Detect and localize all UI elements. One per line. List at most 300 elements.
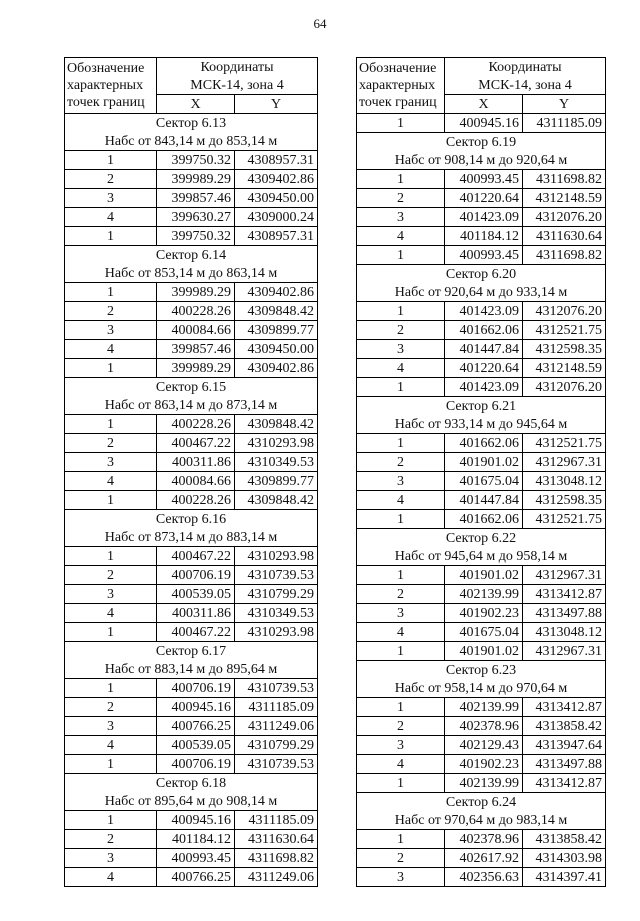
y-value: 4308957.31 <box>235 151 318 170</box>
y-value: 4311249.06 <box>235 717 318 736</box>
table-row <box>357 114 606 133</box>
x-value: 400706.19 <box>157 679 235 698</box>
table-row <box>65 227 318 246</box>
x-value: 400311.86 <box>157 604 235 623</box>
y-value: 4313497.88 <box>523 755 606 774</box>
table-body <box>357 58 606 887</box>
x-column-header: X <box>445 95 523 114</box>
point-id: 3 <box>357 208 445 227</box>
y-value: 4313412.87 <box>523 698 606 717</box>
sector-title-row <box>65 246 318 265</box>
sector-title-row <box>65 642 318 661</box>
y-value: 4309402.86 <box>235 170 318 189</box>
point-id: 1 <box>65 623 157 642</box>
y-value: 4310349.53 <box>235 453 318 472</box>
table-row <box>65 849 318 868</box>
y-value: 4310739.53 <box>235 566 318 585</box>
sector-title: Сектор 6.20 <box>357 265 606 284</box>
point-id: 3 <box>357 736 445 755</box>
y-value: 4311185.09 <box>235 698 318 717</box>
point-id: 2 <box>65 302 157 321</box>
sector-title-row <box>357 397 606 416</box>
table-row <box>65 547 318 566</box>
sector-title-row <box>65 378 318 397</box>
table-row <box>65 604 318 623</box>
x-value: 401184.12 <box>445 227 523 246</box>
sector-range: Набс от 933,14 м до 945,64 м <box>357 415 606 434</box>
point-id: 4 <box>65 208 157 227</box>
point-id: 2 <box>357 849 445 868</box>
x-value: 400311.86 <box>157 453 235 472</box>
x-value: 401902.23 <box>445 755 523 774</box>
coordinates-table-right <box>356 57 606 887</box>
point-id: 1 <box>357 566 445 585</box>
table-row <box>357 321 606 340</box>
sector-range: Набс от 920,64 м до 933,14 м <box>357 283 606 302</box>
x-value: 400766.25 <box>157 868 235 887</box>
sector-title: Сектор 6.17 <box>65 642 318 661</box>
point-id: 1 <box>65 151 157 170</box>
point-label-header-line: Обозначение <box>359 61 437 76</box>
x-value: 399630.27 <box>157 208 235 227</box>
y-value: 4312076.20 <box>523 378 606 397</box>
y-column-header: Y <box>235 95 318 114</box>
x-value: 401675.04 <box>445 623 523 642</box>
table-row <box>357 227 606 246</box>
point-id: 3 <box>65 585 157 604</box>
x-value: 402356.63 <box>445 868 523 887</box>
table-row <box>357 472 606 491</box>
point-label-header-line: точек границ <box>67 95 145 110</box>
point-id: 3 <box>65 717 157 736</box>
table-row <box>65 415 318 434</box>
x-value: 401447.84 <box>445 491 523 510</box>
sector-title-row <box>357 265 606 284</box>
table-row <box>357 170 606 189</box>
y-value: 4314397.41 <box>523 868 606 887</box>
table-row <box>65 208 318 227</box>
sector-range-row <box>65 396 318 415</box>
sector-range: Набс от 883,14 м до 895,64 м <box>65 660 318 679</box>
table-row <box>357 208 606 227</box>
sector-title-row <box>357 793 606 812</box>
table-row <box>357 717 606 736</box>
y-value: 4311185.09 <box>235 811 318 830</box>
point-id: 4 <box>357 623 445 642</box>
point-label-header <box>65 58 157 114</box>
sector-range-row <box>357 679 606 698</box>
table-row <box>357 585 606 604</box>
y-value: 4312148.59 <box>523 189 606 208</box>
x-value: 401662.06 <box>445 321 523 340</box>
x-value: 400706.19 <box>157 566 235 585</box>
table-row <box>65 302 318 321</box>
sector-range-row <box>65 132 318 151</box>
x-value: 399750.32 <box>157 227 235 246</box>
point-id: 1 <box>65 359 157 378</box>
y-value: 4309899.77 <box>235 321 318 340</box>
sector-title: Сектор 6.16 <box>65 510 318 529</box>
table-row <box>65 321 318 340</box>
point-id: 1 <box>357 114 445 133</box>
point-id: 1 <box>65 227 157 246</box>
x-value: 400467.22 <box>157 623 235 642</box>
x-value: 402378.96 <box>445 830 523 849</box>
y-value: 4311698.82 <box>523 246 606 265</box>
point-id: 2 <box>65 698 157 717</box>
y-value: 4312521.75 <box>523 434 606 453</box>
point-id: 1 <box>357 246 445 265</box>
table-row <box>65 283 318 302</box>
coordinates-table-left <box>64 57 318 887</box>
x-value: 401447.84 <box>445 340 523 359</box>
y-value: 4314303.98 <box>523 849 606 868</box>
table-row <box>65 585 318 604</box>
sector-range-row <box>65 528 318 547</box>
point-id: 1 <box>65 547 157 566</box>
sector-range: Набс от 863,14 м до 873,14 м <box>65 396 318 415</box>
coordinate-system-header: МСК-14, зона 4 <box>157 76 318 95</box>
table-row <box>357 246 606 265</box>
sector-title: Сектор 6.23 <box>357 661 606 680</box>
table-row <box>65 453 318 472</box>
point-id: 4 <box>357 755 445 774</box>
y-value: 4312967.31 <box>523 453 606 472</box>
y-value: 4308957.31 <box>235 227 318 246</box>
table-row <box>357 453 606 472</box>
sector-range: Набс от 895,64 м до 908,14 м <box>65 792 318 811</box>
point-id: 1 <box>357 170 445 189</box>
x-value: 400993.45 <box>157 849 235 868</box>
y-value: 4312521.75 <box>523 321 606 340</box>
x-value: 400945.16 <box>157 811 235 830</box>
x-value: 401220.64 <box>445 359 523 378</box>
y-value: 4311630.64 <box>235 830 318 849</box>
sector-title-row <box>65 774 318 793</box>
sector-title: Сектор 6.19 <box>357 133 606 152</box>
table-row <box>357 868 606 887</box>
y-value: 4313412.87 <box>523 774 606 793</box>
point-id: 1 <box>65 811 157 830</box>
point-id: 3 <box>65 453 157 472</box>
x-value: 400993.45 <box>445 170 523 189</box>
point-id: 2 <box>357 717 445 736</box>
x-column-header: X <box>157 95 235 114</box>
point-id: 4 <box>65 604 157 623</box>
sector-range: Набс от 843,14 м до 853,14 м <box>65 132 318 151</box>
x-value: 401423.09 <box>445 302 523 321</box>
table-row <box>65 340 318 359</box>
y-value: 4313497.88 <box>523 604 606 623</box>
y-value: 4312967.31 <box>523 566 606 585</box>
x-value: 402139.99 <box>445 774 523 793</box>
table-row <box>357 302 606 321</box>
table-row <box>357 830 606 849</box>
x-value: 401901.02 <box>445 453 523 472</box>
table-row <box>357 510 606 529</box>
y-value: 4310799.29 <box>235 736 318 755</box>
point-id: 1 <box>357 378 445 397</box>
y-value: 4310293.98 <box>235 623 318 642</box>
x-value: 401675.04 <box>445 472 523 491</box>
table-row <box>357 340 606 359</box>
point-id: 2 <box>357 189 445 208</box>
x-value: 401901.02 <box>445 642 523 661</box>
x-value: 400084.66 <box>157 472 235 491</box>
table-row <box>65 698 318 717</box>
x-value: 401901.02 <box>445 566 523 585</box>
point-id: 4 <box>357 491 445 510</box>
point-label-header-line: точек границ <box>359 95 437 110</box>
y-value: 4309450.00 <box>235 340 318 359</box>
sector-range: Набс от 908,14 м до 920,64 м <box>357 151 606 170</box>
point-id: 1 <box>357 642 445 661</box>
y-value: 4311630.64 <box>523 227 606 246</box>
table-row <box>357 774 606 793</box>
y-value: 4310799.29 <box>235 585 318 604</box>
table-row <box>357 378 606 397</box>
point-id: 1 <box>357 774 445 793</box>
sector-title-row <box>357 529 606 548</box>
point-id: 1 <box>357 434 445 453</box>
point-id: 4 <box>65 340 157 359</box>
point-id: 4 <box>65 472 157 491</box>
point-id: 3 <box>65 189 157 208</box>
x-value: 401184.12 <box>157 830 235 849</box>
sector-title-row <box>65 114 318 133</box>
x-value: 399750.32 <box>157 151 235 170</box>
y-value: 4313858.42 <box>523 830 606 849</box>
x-value: 402378.96 <box>445 717 523 736</box>
x-value: 400945.16 <box>445 114 523 133</box>
point-id: 1 <box>65 415 157 434</box>
x-value: 400084.66 <box>157 321 235 340</box>
x-value: 401902.23 <box>445 604 523 623</box>
sector-range: Набс от 853,14 м до 863,14 м <box>65 264 318 283</box>
sector-range-row <box>357 151 606 170</box>
y-value: 4312967.31 <box>523 642 606 661</box>
y-value: 4309000.24 <box>235 208 318 227</box>
x-value: 400467.22 <box>157 547 235 566</box>
x-value: 402617.92 <box>445 849 523 868</box>
sector-range-row <box>65 660 318 679</box>
table-row <box>65 189 318 208</box>
sector-range: Набс от 958,14 м до 970,64 м <box>357 679 606 698</box>
point-id: 3 <box>65 849 157 868</box>
point-label-header-line: характерных <box>359 78 436 93</box>
y-value: 4312521.75 <box>523 510 606 529</box>
table-row <box>357 604 606 623</box>
table-row <box>65 170 318 189</box>
point-id: 4 <box>65 868 157 887</box>
x-value: 399989.29 <box>157 170 235 189</box>
x-value: 400993.45 <box>445 246 523 265</box>
table-row <box>65 830 318 849</box>
y-value: 4313947.64 <box>523 736 606 755</box>
table-row <box>65 755 318 774</box>
x-value: 400539.05 <box>157 736 235 755</box>
y-value: 4313048.12 <box>523 623 606 642</box>
point-id: 2 <box>357 453 445 472</box>
table-row <box>65 868 318 887</box>
y-value: 4310739.53 <box>235 679 318 698</box>
sector-range-row <box>357 283 606 302</box>
x-value: 399989.29 <box>157 283 235 302</box>
point-id: 1 <box>357 698 445 717</box>
point-id: 1 <box>65 491 157 510</box>
sector-range-row <box>357 415 606 434</box>
y-value: 4312598.35 <box>523 491 606 510</box>
table-row <box>65 736 318 755</box>
sector-title: Сектор 6.22 <box>357 529 606 548</box>
x-value: 400539.05 <box>157 585 235 604</box>
y-value: 4309402.86 <box>235 359 318 378</box>
sector-title: Сектор 6.13 <box>65 114 318 133</box>
point-id: 1 <box>357 510 445 529</box>
table-row <box>65 434 318 453</box>
y-value: 4311185.09 <box>523 114 606 133</box>
y-value: 4309848.42 <box>235 415 318 434</box>
table-body <box>65 58 318 887</box>
x-value: 399857.46 <box>157 189 235 208</box>
table-row <box>357 698 606 717</box>
sector-range-row <box>357 811 606 830</box>
y-value: 4312598.35 <box>523 340 606 359</box>
sector-range: Набс от 970,64 м до 983,14 м <box>357 811 606 830</box>
y-value: 4313858.42 <box>523 717 606 736</box>
sector-range-row <box>357 547 606 566</box>
point-label-header-line: Обозначение <box>67 61 145 76</box>
x-value: 401423.09 <box>445 208 523 227</box>
point-id: 3 <box>357 472 445 491</box>
x-value: 401662.06 <box>445 510 523 529</box>
sector-title-row <box>357 133 606 152</box>
y-value: 4311698.82 <box>235 849 318 868</box>
sector-title-row <box>65 510 318 529</box>
table-row <box>357 755 606 774</box>
point-id: 1 <box>65 679 157 698</box>
sector-title: Сектор 6.14 <box>65 246 318 265</box>
table-row <box>357 359 606 378</box>
y-value: 4312148.59 <box>523 359 606 378</box>
sector-title: Сектор 6.18 <box>65 774 318 793</box>
table-row <box>357 434 606 453</box>
y-value: 4311249.06 <box>235 868 318 887</box>
point-id: 1 <box>357 302 445 321</box>
y-value: 4312076.20 <box>523 302 606 321</box>
point-label-header <box>357 58 445 114</box>
sector-range-row <box>65 792 318 811</box>
x-value: 400228.26 <box>157 415 235 434</box>
sector-title: Сектор 6.15 <box>65 378 318 397</box>
y-value: 4311698.82 <box>523 170 606 189</box>
point-id: 1 <box>357 830 445 849</box>
point-id: 2 <box>65 170 157 189</box>
x-value: 399989.29 <box>157 359 235 378</box>
coordinates-header: Координаты <box>157 58 318 77</box>
table-row <box>357 736 606 755</box>
x-value: 400467.22 <box>157 434 235 453</box>
point-id: 3 <box>357 340 445 359</box>
table-row <box>357 566 606 585</box>
y-value: 4309848.42 <box>235 302 318 321</box>
table-row <box>65 472 318 491</box>
header-row <box>357 58 606 77</box>
table-row <box>65 566 318 585</box>
point-id: 2 <box>65 830 157 849</box>
sector-title: Сектор 6.24 <box>357 793 606 812</box>
table-row <box>357 623 606 642</box>
sector-range: Набс от 873,14 м до 883,14 м <box>65 528 318 547</box>
y-value: 4309899.77 <box>235 472 318 491</box>
sector-range: Набс от 945,64 м до 958,14 м <box>357 547 606 566</box>
point-id: 4 <box>65 736 157 755</box>
header-row <box>65 58 318 77</box>
y-value: 4310739.53 <box>235 755 318 774</box>
table-row <box>357 849 606 868</box>
point-id: 2 <box>65 434 157 453</box>
point-id: 1 <box>65 283 157 302</box>
y-value: 4312076.20 <box>523 208 606 227</box>
y-value: 4313412.87 <box>523 585 606 604</box>
y-value: 4313048.12 <box>523 472 606 491</box>
x-value: 400945.16 <box>157 698 235 717</box>
y-value: 4309450.00 <box>235 189 318 208</box>
point-id: 4 <box>357 359 445 378</box>
sector-title: Сектор 6.21 <box>357 397 606 416</box>
x-value: 401423.09 <box>445 378 523 397</box>
point-id: 4 <box>357 227 445 246</box>
table-row <box>357 642 606 661</box>
page-number: 64 <box>313 16 327 31</box>
point-id: 3 <box>357 868 445 887</box>
x-value: 400706.19 <box>157 755 235 774</box>
table-row <box>65 623 318 642</box>
y-value: 4310293.98 <box>235 434 318 453</box>
y-value: 4310293.98 <box>235 547 318 566</box>
table-row <box>65 491 318 510</box>
sector-title-row <box>357 661 606 680</box>
point-id: 3 <box>65 321 157 340</box>
point-id: 2 <box>65 566 157 585</box>
x-value: 399857.46 <box>157 340 235 359</box>
table-row <box>65 811 318 830</box>
y-value: 4309848.42 <box>235 491 318 510</box>
x-value: 400228.26 <box>157 302 235 321</box>
x-value: 401220.64 <box>445 189 523 208</box>
x-value: 402139.99 <box>445 585 523 604</box>
y-value: 4309402.86 <box>235 283 318 302</box>
sector-range-row <box>65 264 318 283</box>
x-value: 400766.25 <box>157 717 235 736</box>
table-row <box>65 151 318 170</box>
table-row <box>65 359 318 378</box>
x-value: 402129.43 <box>445 736 523 755</box>
x-value: 402139.99 <box>445 698 523 717</box>
table-row <box>357 491 606 510</box>
point-id: 3 <box>357 604 445 623</box>
coordinate-system-header: МСК-14, зона 4 <box>445 76 606 95</box>
x-value: 400228.26 <box>157 491 235 510</box>
point-id: 1 <box>65 755 157 774</box>
table-row <box>357 189 606 208</box>
point-id: 2 <box>357 321 445 340</box>
point-id: 2 <box>357 585 445 604</box>
coordinates-header: Координаты <box>445 58 606 77</box>
table-row <box>65 717 318 736</box>
table-row <box>65 679 318 698</box>
y-column-header: Y <box>523 95 606 114</box>
